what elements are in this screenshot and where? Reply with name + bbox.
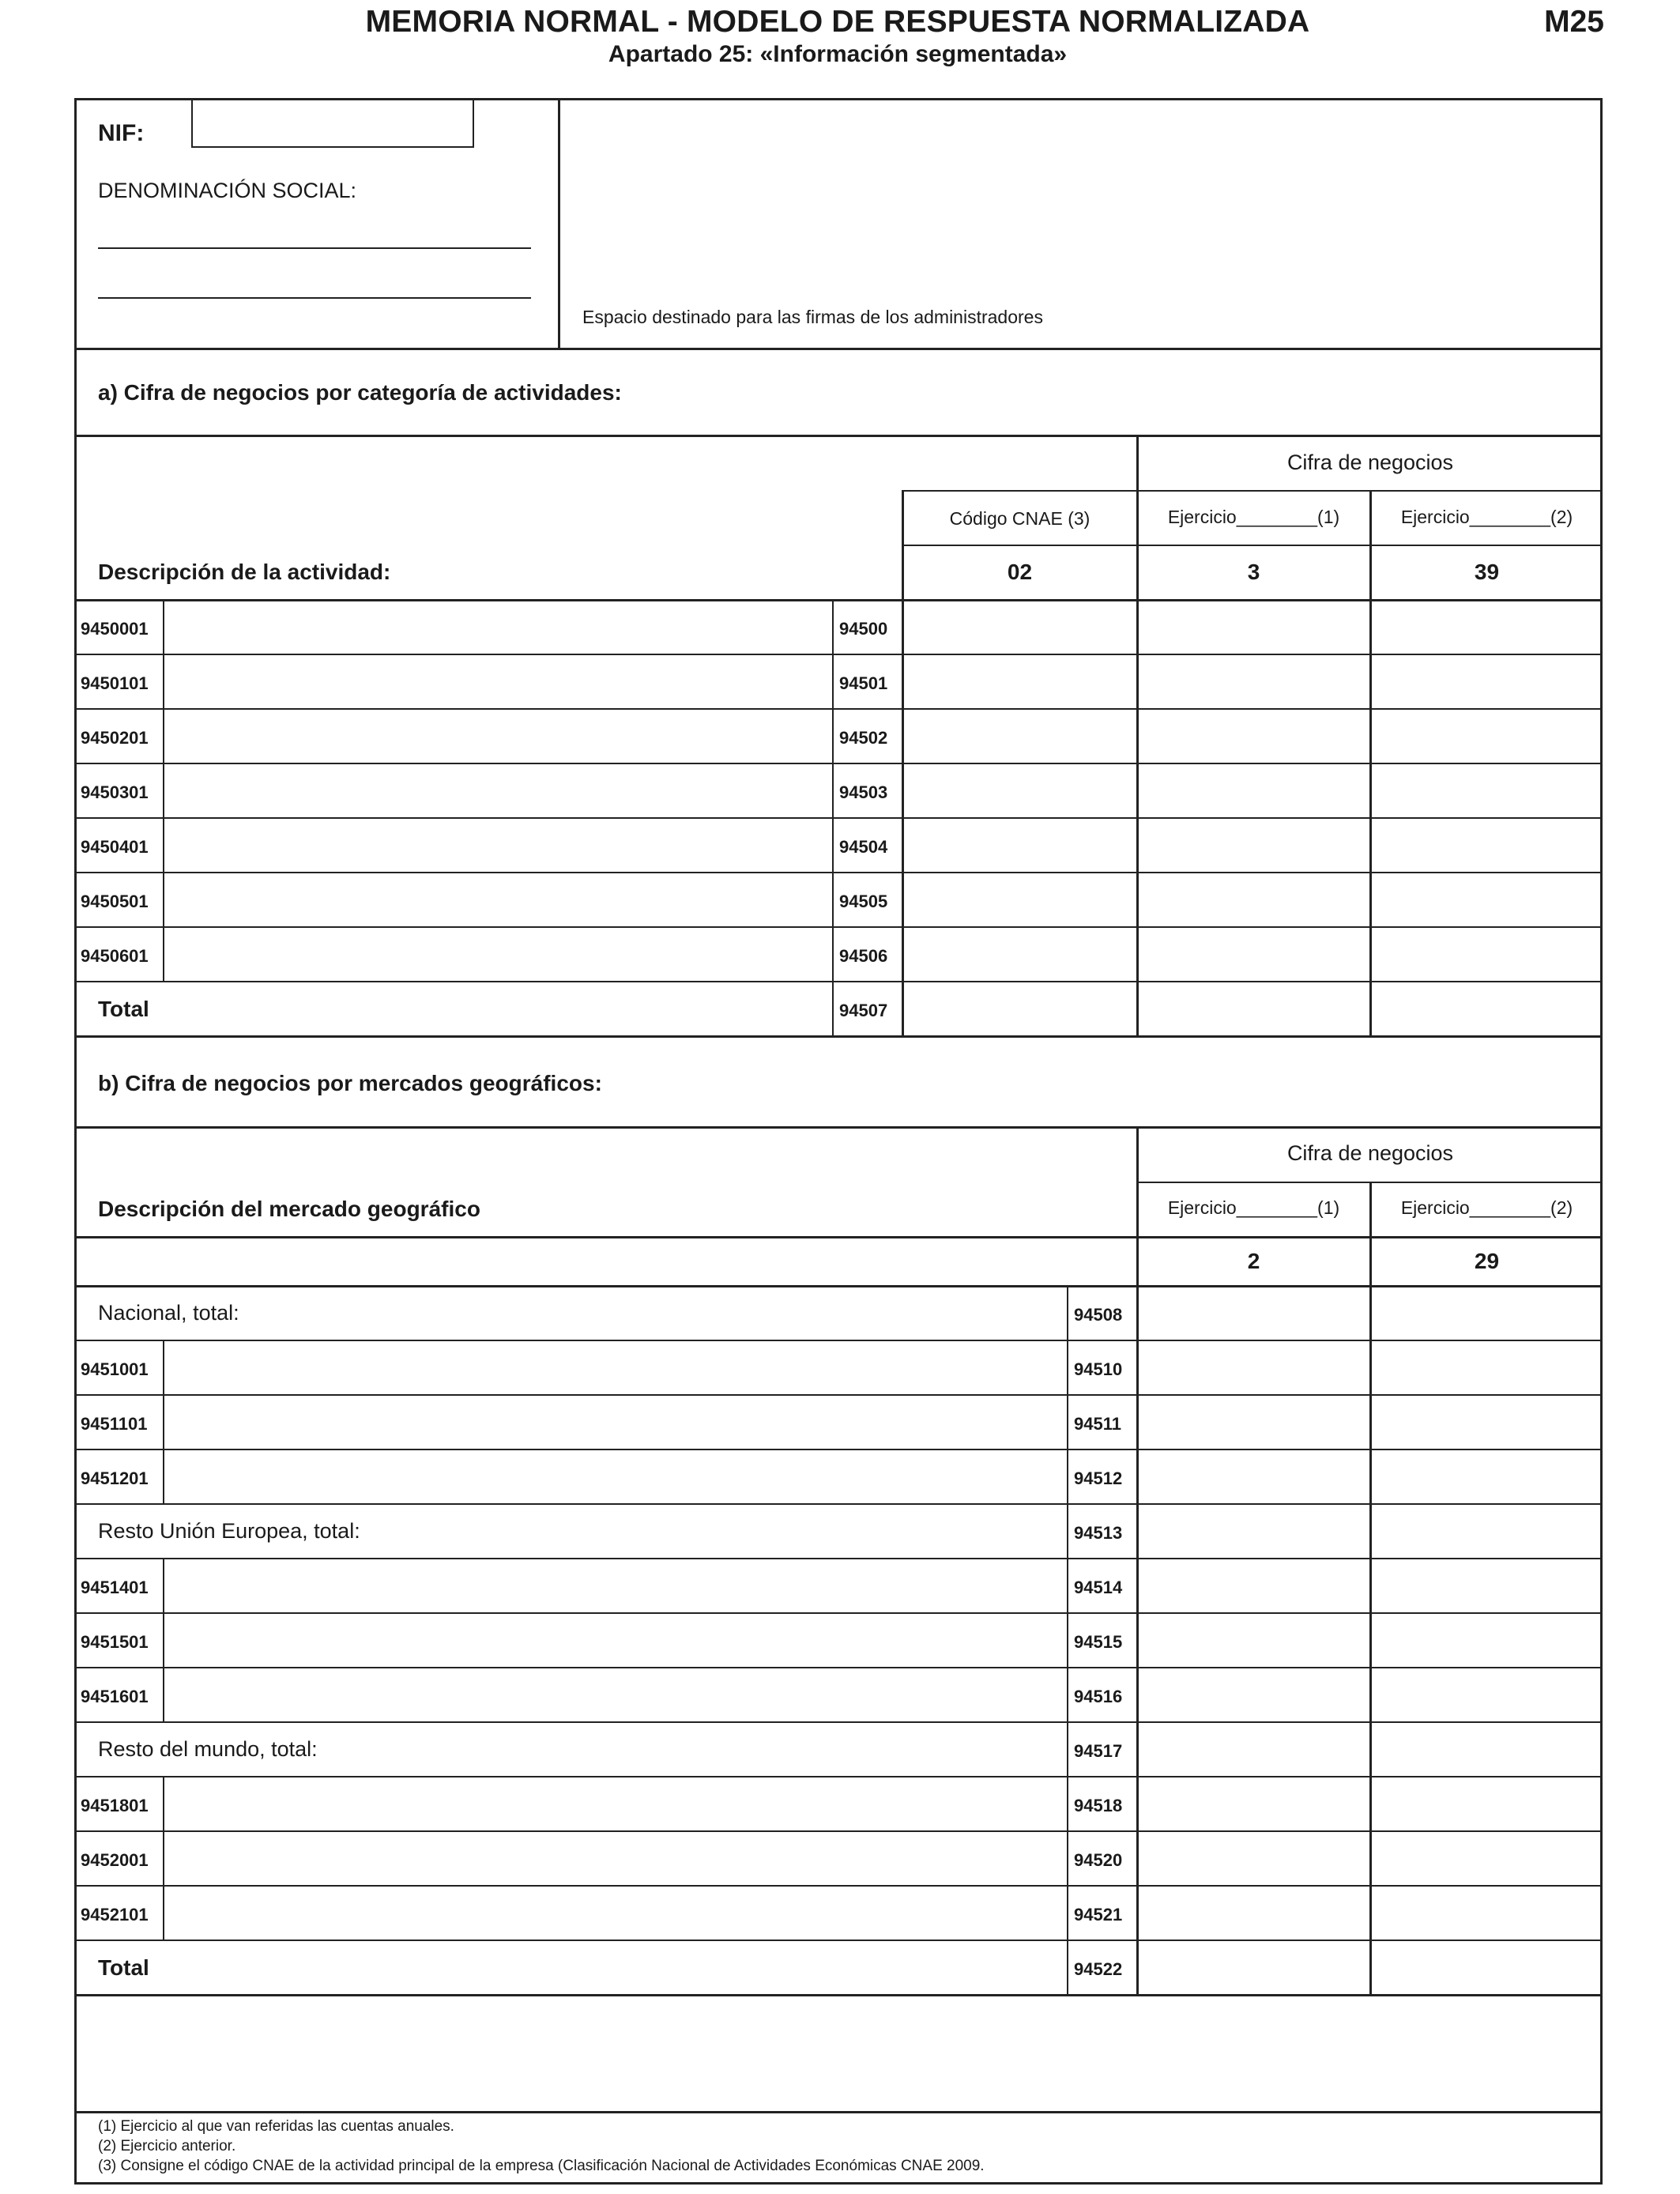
market-description-input[interactable] [165, 1777, 1064, 1829]
ejercicio2-amount-input[interactable] [1372, 1887, 1601, 1938]
ejercicio2-amount-input[interactable] [1372, 1287, 1601, 1338]
market-box-code: 94518 [1074, 1796, 1123, 1815]
market-description-input[interactable] [165, 1832, 1064, 1883]
ejercicio2-amount-input[interactable] [1372, 655, 1601, 707]
ejercicio1-amount-input[interactable] [1139, 1505, 1368, 1556]
market-box-code: 94520 [1074, 1850, 1123, 1870]
ejercicio2-amount-input[interactable] [1372, 1505, 1601, 1556]
ejercicio1-amount-input[interactable] [1139, 1614, 1368, 1665]
market-code: 9452101 [81, 1905, 149, 1924]
market-code: 9451501 [81, 1632, 149, 1652]
activity-code-divider [163, 654, 164, 708]
cnae-code-input[interactable] [904, 819, 1135, 870]
activity-code-divider [163, 708, 164, 763]
total-ejercicio1-input[interactable] [1139, 982, 1368, 1034]
section-b-subheader-rule [74, 1236, 1603, 1238]
ejercicio1-amount-input[interactable] [1139, 710, 1368, 761]
box-code-divider [1067, 1776, 1068, 1830]
activity-description-input[interactable] [165, 601, 831, 652]
ejercicio2-amount-input[interactable] [1372, 1450, 1601, 1502]
section-b-bottom-rule [74, 1994, 1603, 1996]
form-title: MEMORIA NORMAL - MODELO DE RESPUESTA NORMALIZADA [365, 5, 1310, 39]
cnae-code-input[interactable] [904, 928, 1135, 979]
activity-code-divider [163, 763, 164, 817]
market-subtotal-label: Resto Unión Europea, total: [98, 1519, 360, 1543]
section-b-heading: b) Cifra de negocios por mercados geográficos: [98, 1071, 602, 1095]
activity-code-divider [163, 817, 164, 872]
market-box-code: 94516 [1074, 1687, 1123, 1706]
identification-bottom-rule [74, 348, 1603, 350]
denominacion-label: DENOMINACIÓN SOCIAL: [98, 179, 357, 202]
box-code-divider [832, 817, 834, 872]
section-a-colcode-ej1: 3 [1247, 560, 1260, 584]
activity-description-input[interactable] [165, 928, 831, 979]
box-code-divider [832, 872, 834, 926]
ejercicio1-amount-input[interactable] [1139, 1723, 1368, 1774]
nif-input[interactable] [191, 98, 474, 148]
section-a-ejercicio2-header: Ejercicio________(2) [1400, 507, 1573, 527]
footnotes-top-rule [74, 2111, 1603, 2113]
activity-description-input[interactable] [165, 819, 831, 870]
cnae-code-input[interactable] [904, 873, 1135, 925]
footnote-1: (1) Ejercicio al que van referidas las cuentas anuales. [98, 2118, 454, 2135]
market-subtotal-label: Nacional, total: [98, 1301, 239, 1325]
ejercicio2-amount-input[interactable] [1372, 710, 1601, 761]
market-subtotal-label: Resto del mundo, total: [98, 1737, 318, 1761]
market-box-code: 94511 [1074, 1414, 1121, 1434]
section-b-heading-rule [74, 1126, 1603, 1129]
box-code-divider [1067, 1449, 1068, 1503]
box-code-divider [1067, 1721, 1068, 1776]
footnote-3: (3) Consigne el código CNAE de la actividad principal de la empresa (Clasificación Nacional de Actividades Económicas CNAE 2009. [98, 2158, 985, 2174]
ejercicio2-amount-input[interactable] [1372, 1832, 1601, 1883]
ejercicio2-amount-input[interactable] [1372, 1614, 1601, 1665]
market-code: 9451801 [81, 1796, 149, 1815]
cnae-code-input[interactable] [904, 710, 1135, 761]
market-code: 9451001 [81, 1359, 149, 1379]
total-ejercicio1-input[interactable] [1139, 1941, 1368, 1992]
ejercicio1-amount-input[interactable] [1139, 1287, 1368, 1338]
section-b-colcode-ej1: 2 [1247, 1249, 1260, 1273]
ejercicio2-amount-input[interactable] [1372, 928, 1601, 979]
nif-label: NIF: [98, 120, 145, 146]
section-a-total-box-code: 94507 [839, 1001, 888, 1020]
box-code-divider [832, 763, 834, 817]
activity-box-code: 94503 [839, 782, 888, 802]
market-code-divider [163, 1667, 164, 1721]
cnae-code-input[interactable] [904, 601, 1135, 652]
activity-code: 9450601 [81, 946, 149, 966]
box-code-divider [1067, 1830, 1068, 1885]
market-code-divider [163, 1612, 164, 1667]
section-a-heading-rule [74, 435, 1603, 437]
market-description-input[interactable] [165, 1559, 1064, 1611]
activity-box-code: 94506 [839, 946, 888, 966]
market-box-code: 94521 [1074, 1905, 1123, 1924]
activity-description-input[interactable] [165, 710, 831, 761]
activity-description-input[interactable] [165, 873, 831, 925]
footnote-2: (2) Ejercicio anterior. [98, 2138, 236, 2154]
section-a-description-header: Descripción de la actividad: [98, 560, 391, 584]
market-description-input[interactable] [165, 1396, 1064, 1447]
market-box-code: 94515 [1074, 1632, 1123, 1652]
signature-caption: Espacio destinado para las firmas de los administradores [582, 307, 1043, 327]
market-box-code: 94510 [1074, 1359, 1123, 1379]
market-code-divider [163, 1830, 164, 1885]
ejercicio1-amount-input[interactable] [1139, 873, 1368, 925]
cnae-code-input[interactable] [904, 655, 1135, 707]
total-ejercicio2-input[interactable] [1372, 982, 1601, 1034]
box-code-divider [1067, 1340, 1068, 1394]
section-b-total-box-code: 94522 [1074, 1959, 1123, 1979]
ejercicio1-amount-input[interactable] [1139, 1887, 1368, 1938]
market-code-divider [163, 1776, 164, 1830]
box-code-divider [1067, 1667, 1068, 1721]
section-a-cnae-rule [902, 490, 1136, 492]
activity-box-code: 94500 [839, 619, 888, 639]
activity-code: 9450401 [81, 837, 149, 857]
cnae-code-input[interactable] [904, 764, 1135, 816]
section-b-group-header: Cifra de negocios [1286, 1141, 1454, 1165]
ejercicio1-amount-input[interactable] [1139, 1341, 1368, 1393]
box-code-divider [1067, 1558, 1068, 1612]
ejercicio1-amount-input[interactable] [1139, 601, 1368, 652]
box-code-divider [832, 599, 834, 654]
ejercicio2-amount-input[interactable] [1372, 873, 1601, 925]
market-code-divider [163, 1558, 164, 1612]
market-code-divider [163, 1449, 164, 1503]
market-code: 9451201 [81, 1468, 149, 1488]
section-b-description-header: Descripción del mercado geográfico [98, 1197, 480, 1221]
activity-box-code: 94501 [839, 673, 888, 693]
market-box-code: 94512 [1074, 1468, 1123, 1488]
box-code-divider [832, 981, 834, 1035]
denominacion-line-1[interactable] [98, 247, 531, 249]
section-a-group-rule [1136, 490, 1603, 492]
ejercicio2-amount-input[interactable] [1372, 601, 1601, 652]
market-code: 9451601 [81, 1687, 149, 1706]
section-a-cnae-header: Código CNAE (3) [949, 508, 1090, 529]
box-code-divider [1067, 1940, 1068, 1994]
section-b-group-rule [1136, 1182, 1603, 1183]
section-a-colcode-cnae: 02 [1007, 560, 1033, 584]
section-b-ejercicio2-header: Ejercicio________(2) [1400, 1197, 1573, 1218]
box-code-divider [832, 654, 834, 708]
section-a-ejercicio1-header: Ejercicio________(1) [1167, 507, 1340, 527]
activity-code: 9450001 [81, 619, 149, 639]
ejercicio1-amount-input[interactable] [1139, 1777, 1368, 1829]
market-box-code: 94517 [1074, 1741, 1123, 1761]
activity-code: 9450501 [81, 892, 149, 911]
ejercicio1-amount-input[interactable] [1139, 928, 1368, 979]
market-box-code: 94513 [1074, 1523, 1123, 1543]
activity-box-code: 94502 [839, 728, 888, 748]
form-subtitle: Apartado 25: «Información segmentada» [608, 41, 1068, 67]
activity-code: 9450301 [81, 782, 149, 802]
ejercicio1-amount-input[interactable] [1139, 764, 1368, 816]
section-a-heading: a) Cifra de negocios por categoría de actividades: [98, 380, 622, 405]
ejercicio1-amount-input[interactable] [1139, 1668, 1368, 1720]
market-code: 9451101 [81, 1414, 148, 1434]
ejercicio2-amount-input[interactable] [1372, 764, 1601, 816]
activity-code: 9450101 [81, 673, 149, 693]
ejercicio2-amount-input[interactable] [1372, 1559, 1601, 1611]
section-b-total-label: Total [98, 1955, 149, 1980]
box-code-divider [832, 926, 834, 981]
ejercicio1-amount-input[interactable] [1139, 1396, 1368, 1447]
market-description-input[interactable] [165, 1887, 1064, 1938]
section-a-total-label: Total [98, 997, 149, 1021]
box-code-divider [832, 708, 834, 763]
ejercicio1-amount-input[interactable] [1139, 1832, 1368, 1883]
market-code-divider [163, 1394, 164, 1449]
ejercicio2-amount-input[interactable] [1372, 819, 1601, 870]
ejercicio2-amount-input[interactable] [1372, 1668, 1601, 1720]
activity-code-divider [163, 872, 164, 926]
market-code: 9451401 [81, 1578, 149, 1597]
market-description-input[interactable] [165, 1450, 1064, 1502]
box-code-divider [1067, 1394, 1068, 1449]
total-cnae-input[interactable] [904, 982, 1135, 1034]
section-b-ejercicio1-header: Ejercicio________(1) [1167, 1197, 1340, 1218]
ejercicio1-amount-input[interactable] [1139, 655, 1368, 707]
activity-code: 9450201 [81, 728, 149, 748]
section-a-colcode-ej2: 39 [1474, 560, 1500, 584]
section-a-subheader-rule [902, 545, 1603, 546]
market-code-divider [163, 1885, 164, 1940]
box-code-divider [1067, 1612, 1068, 1667]
activity-code-divider [163, 599, 164, 654]
market-description-input[interactable] [165, 1341, 1064, 1393]
section-b-colcode-ej2: 29 [1474, 1249, 1500, 1273]
activity-code-divider [163, 926, 164, 981]
ejercicio1-amount-input[interactable] [1139, 1559, 1368, 1611]
market-description-input[interactable] [165, 1668, 1064, 1720]
model-code: M25 [1544, 5, 1604, 39]
ejercicio2-amount-input[interactable] [1372, 1723, 1601, 1774]
activity-box-code: 94505 [839, 892, 888, 911]
box-code-divider [1067, 1285, 1068, 1340]
denominacion-line-2[interactable] [98, 297, 531, 299]
total-ejercicio2-input[interactable] [1372, 1941, 1601, 1992]
ejercicio2-amount-input[interactable] [1372, 1341, 1601, 1393]
activity-box-code: 94504 [839, 837, 888, 857]
market-box-code: 94508 [1074, 1305, 1123, 1325]
section-a-group-header: Cifra de negocios [1286, 450, 1454, 474]
activity-description-input[interactable] [165, 764, 831, 816]
box-code-divider [1067, 1503, 1068, 1558]
notes-blank-area[interactable] [77, 1998, 1600, 2111]
box-code-divider [1067, 1885, 1068, 1940]
ejercicio1-amount-input[interactable] [1139, 1450, 1368, 1502]
market-description-input[interactable] [165, 1614, 1064, 1665]
market-code-divider [163, 1340, 164, 1394]
ejercicio2-amount-input[interactable] [1372, 1777, 1601, 1829]
section-a-bottom-rule [74, 1035, 1603, 1038]
activity-description-input[interactable] [165, 655, 831, 707]
market-code: 9452001 [81, 1850, 149, 1870]
market-box-code: 94514 [1074, 1578, 1123, 1597]
ejercicio2-amount-input[interactable] [1372, 1396, 1601, 1447]
ejercicio1-amount-input[interactable] [1139, 819, 1368, 870]
